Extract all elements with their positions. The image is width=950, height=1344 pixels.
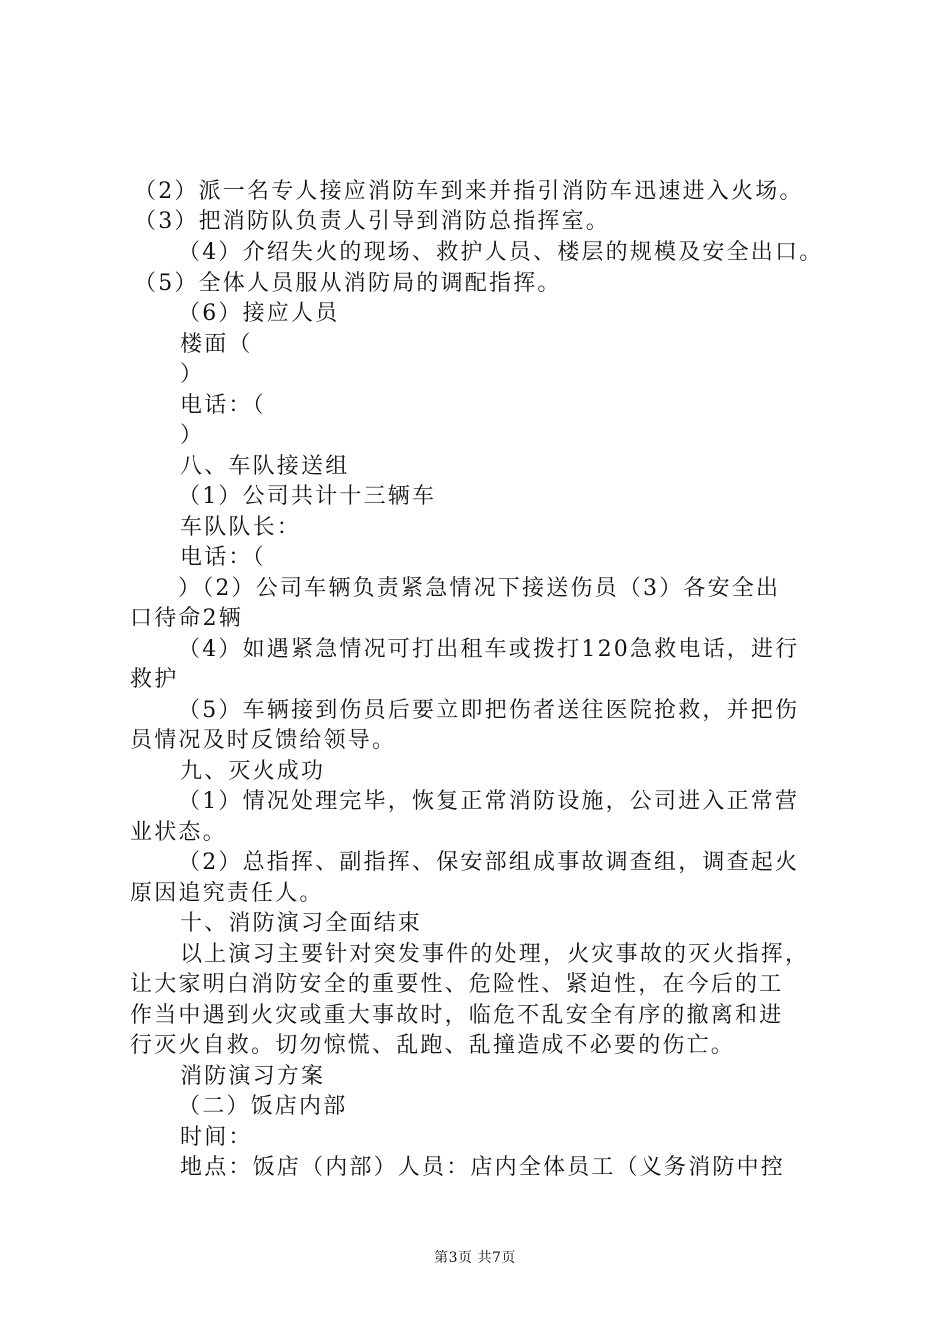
text-line: 行灭火自救。切勿惊慌、乱跑、乱撞造成不必要的伤亡。: [130, 1033, 736, 1058]
text-line: （2）总指挥、副指挥、保安部组成事故调查组，调查起火: [178, 850, 800, 875]
text-line: 员情况及时反馈给领导。: [130, 728, 397, 753]
text-line: 电话：（: [180, 393, 266, 418]
text-line: 以上演习主要针对突发事件的处理，火灾事故的灭火指挥，: [180, 942, 810, 967]
text-line: （二）饭店内部: [178, 1094, 348, 1119]
text-line: 地点：饭店（内部）人员：店内全体员工（义务消防中控: [180, 1155, 786, 1180]
section-heading: 九、灭火成功: [180, 759, 326, 784]
text-line: （3）把消防队负责人引导到消防总指挥室。: [134, 209, 610, 234]
section-heading: 十、消防演习全面结束: [180, 911, 423, 936]
text-line: 口待命2辆: [130, 606, 243, 631]
text-line: 救护: [130, 667, 179, 692]
text-line: （1）情况处理完毕，恢复正常消防设施，公司进入正常营: [178, 789, 800, 814]
text-line: ）: [180, 423, 205, 448]
page-number-footer: 第3页 共7页: [434, 1250, 516, 1266]
text-line: （5）全体人员服从消防局的调配指挥。: [134, 271, 562, 296]
text-line: （2）派一名专人接应消防车到来并指引消防车迅速进入火场。: [134, 179, 804, 204]
text-line: ）（2）公司车辆负责紧急情况下接送伤员（3）各安全出: [178, 576, 781, 601]
text-line: 时间：: [180, 1125, 253, 1150]
text-line: 车队队长：: [180, 515, 302, 540]
text-line: ）: [180, 362, 205, 387]
text-line: 让大家明白消防安全的重要性、危险性、紧迫性，在今后的工: [130, 972, 784, 997]
text-line: 原因追究责任人。: [130, 881, 324, 906]
text-line: 作当中遇到火灾或重大事故时，临危不乱安全有序的撤离和进: [130, 1003, 784, 1028]
text-line: （4）介绍失火的现场、救护人员、楼层的规模及安全出口。: [178, 240, 824, 265]
text-line: 电话：（: [180, 545, 266, 570]
section-heading: 八、车队接送组: [180, 454, 350, 479]
text-line: （4）如遇紧急情况可打出租车或拨打120急救电话，进行: [178, 637, 800, 662]
text-line: 楼面（: [180, 332, 253, 357]
text-line: 业状态。: [130, 820, 227, 845]
text-line: 消防演习方案: [180, 1064, 326, 1089]
text-line: （1）公司共计十三辆车: [178, 484, 437, 509]
text-line: （5）车辆接到伤员后要立即把伤者送往医院抢救，并把伤: [178, 698, 800, 723]
text-line: （6）接应人员: [178, 301, 340, 326]
